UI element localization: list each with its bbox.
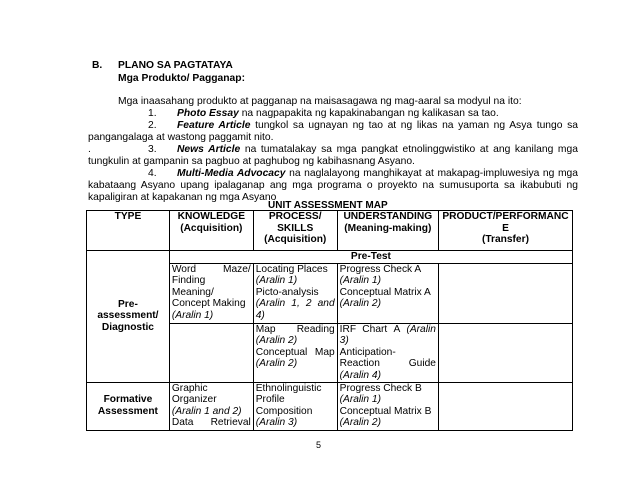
pre-product-cell-2 bbox=[438, 323, 572, 382]
item-1-number: 1. bbox=[148, 108, 157, 119]
formative-process-line-1: Ethnolinguistic bbox=[255, 382, 322, 394]
data-text: Data bbox=[171, 417, 194, 429]
formative-knowledge-line-3: (Aralin 1 and 2) bbox=[171, 405, 242, 417]
header-product-line-2: E bbox=[502, 222, 509, 234]
header-knowledge-line-2: (Acquisition) bbox=[180, 222, 243, 234]
word-text: Word bbox=[171, 263, 197, 275]
pre-process-line-2: (Aralin 1) bbox=[255, 275, 298, 287]
pretest-row bbox=[87, 251, 573, 264]
pre-understanding-line-4: (Aralin 2) bbox=[339, 298, 381, 310]
num-1-text: 1, bbox=[291, 298, 300, 310]
item-4-text: na naglalayong manghikayat at makapag-impluwesiya ng mga bbox=[289, 168, 578, 179]
map-text: Map bbox=[255, 323, 276, 335]
pre-understanding-2-line-3: Anticipation- bbox=[339, 346, 396, 358]
header-understanding-line-1: UNDERSTANDING bbox=[343, 211, 433, 222]
pre-understanding-line-1: Progress Check A bbox=[339, 263, 422, 275]
preassessment-type-cell bbox=[87, 251, 170, 383]
item-1-title: Photo Essay bbox=[177, 108, 239, 119]
section-letter: B. bbox=[92, 60, 103, 71]
item-3-continuation: tungkulin at gampanin sa pagbuo at paghubog ng kabihasnang Asyano. bbox=[88, 156, 415, 167]
header-process bbox=[253, 211, 337, 251]
preassessment-label-3: Diagnostic bbox=[101, 322, 154, 334]
formative-process-line-2: Profile bbox=[255, 394, 285, 406]
header-knowledge-line-1: KNOWLEDGE bbox=[177, 211, 245, 222]
num-2-text: 2 bbox=[305, 298, 312, 310]
item-2-continuation: pangangalaga at wastong paggamit nito. bbox=[88, 132, 274, 143]
reading-text: Reading bbox=[296, 323, 335, 335]
pre-process-cell-2 bbox=[253, 323, 337, 382]
preassessment-label-2: assessment/ bbox=[97, 310, 159, 322]
page-number: 5 bbox=[316, 440, 322, 450]
pre-knowledge-line-3: Meaning/ bbox=[171, 286, 214, 298]
header-product bbox=[438, 211, 572, 251]
unit-assessment-map-table bbox=[86, 210, 573, 431]
formative-knowledge-line-1: Graphic bbox=[171, 382, 208, 394]
item-3-text: na tumatalakay sa mga pangkat etnolinggwistiko at ang kanilang mga bbox=[244, 144, 578, 155]
formative-process-line-3: Composition bbox=[255, 405, 313, 417]
item-3-lead: . bbox=[88, 144, 91, 155]
pre-knowledge-line-1 bbox=[172, 264, 251, 276]
pre-process-line-3: Picto-analysis bbox=[255, 286, 319, 298]
formative-label-1: Formative bbox=[103, 394, 153, 406]
header-type bbox=[87, 211, 170, 251]
table-row bbox=[87, 382, 573, 430]
pre-process-2-line-1 bbox=[256, 324, 335, 336]
formative-understanding-line-1: Progress Check B bbox=[339, 382, 422, 394]
item-4-continuation-1: kabataang Asyano upang ipalaganap ang mga programa o proyekto na sumusuporta sa ikabubuti ng bbox=[88, 180, 578, 191]
pre-knowledge-line-2: Finding bbox=[171, 275, 206, 287]
formative-understanding-line-4: (Aralin 2) bbox=[339, 417, 381, 429]
item-4-number: 4. bbox=[148, 168, 157, 179]
map-word-text: Map bbox=[314, 346, 335, 358]
aralin-text: (Aralin bbox=[255, 298, 286, 310]
item-3 bbox=[177, 144, 578, 156]
formative-product-cell bbox=[438, 382, 572, 430]
intro-text: Mga inaasahang produkto at pagganap na maisasagawa ng mag-aaral sa modyul na ito: bbox=[118, 96, 522, 107]
and-text: and bbox=[317, 298, 335, 310]
section-title: PLANO SA PAGTATAYA bbox=[118, 60, 233, 71]
irf-text: IRF bbox=[339, 323, 357, 335]
formative-type-cell bbox=[87, 382, 170, 430]
pre-knowledge-cell bbox=[169, 263, 253, 323]
formative-knowledge-cell bbox=[169, 382, 253, 430]
header-knowledge bbox=[169, 211, 253, 251]
formative-understanding-line-2: (Aralin 1) bbox=[339, 394, 381, 406]
pre-understanding-line-3: Conceptual Matrix A bbox=[339, 286, 431, 298]
pretest-label: Pre-Test bbox=[169, 251, 572, 264]
header-type-text: TYPE bbox=[114, 211, 142, 222]
pre-product-cell bbox=[438, 263, 572, 323]
pre-process-cell bbox=[253, 263, 337, 323]
pre-process-line-4 bbox=[256, 298, 335, 310]
preassessment-label-1: Pre- bbox=[118, 298, 138, 310]
header-process-line-2: SKILLS bbox=[277, 222, 314, 234]
maze-text: Maze/ bbox=[223, 263, 251, 275]
table-title: UNIT ASSESSMENT MAP bbox=[268, 200, 388, 211]
formative-process-line-4: (Aralin 3) bbox=[255, 417, 298, 429]
item-4-continuation-2: kapaligiran at kapakanan ng mga Asyano bbox=[88, 192, 277, 203]
pre-knowledge-cell-2 bbox=[169, 323, 253, 382]
table-header-row bbox=[87, 211, 573, 251]
formative-knowledge-line-4 bbox=[172, 417, 251, 429]
pre-knowledge-line-5: (Aralin 1) bbox=[171, 309, 214, 321]
pre-process-line-5: 4) bbox=[255, 309, 265, 321]
header-understanding-line-2: (Meaning-making) bbox=[344, 222, 432, 234]
formative-process-cell bbox=[253, 382, 337, 430]
pre-process-2-line-2: (Aralin 2) bbox=[255, 335, 298, 347]
pre-understanding-line-2: (Aralin 1) bbox=[339, 275, 381, 287]
header-process-line-3: (Acquisition) bbox=[264, 234, 327, 246]
header-product-line-1: PRODUCT/PERFORMANC bbox=[442, 211, 569, 222]
pre-process-line-1: Locating Places bbox=[255, 263, 328, 275]
section-subtitle: Mga Produkto/ Pagganap: bbox=[118, 73, 246, 84]
item-1-text: na nagpapakita ng kapakinabangan ng kalikasan sa tao. bbox=[241, 108, 499, 119]
item-1 bbox=[177, 108, 499, 120]
pre-process-2-line-3 bbox=[256, 347, 335, 359]
guide-text: Guide bbox=[408, 358, 436, 370]
header-process-line-1: PROCESS/ bbox=[268, 211, 322, 222]
item-4-title: Multi-Media Advocacy bbox=[177, 168, 286, 179]
item-2-text: tungkol sa ugnayan ng tao at ng likas na yaman ng Asya tungo sa bbox=[255, 120, 578, 131]
header-understanding bbox=[337, 211, 438, 251]
a-text: A bbox=[393, 323, 401, 335]
formative-knowledge-line-2: Organizer bbox=[171, 394, 217, 406]
formative-label-2: Assessment bbox=[97, 406, 158, 418]
pre-understanding-2-line-1 bbox=[340, 324, 436, 336]
pre-understanding-2-line-2: 3) bbox=[339, 335, 349, 347]
pre-understanding-2-line-4 bbox=[340, 358, 436, 370]
item-2 bbox=[177, 120, 578, 132]
reaction-text: Reaction bbox=[339, 358, 380, 370]
retrieval-text: Retrieval bbox=[210, 417, 251, 429]
formative-understanding-line-3: Conceptual Matrix B bbox=[339, 405, 432, 417]
item-4 bbox=[177, 168, 578, 180]
pre-process-2-line-4: (Aralin 2) bbox=[255, 358, 298, 370]
pre-understanding-cell-2 bbox=[337, 323, 438, 382]
item-3-title: News Article bbox=[177, 144, 241, 155]
item-2-title: Feature Article bbox=[177, 120, 251, 131]
item-2-number: 2. bbox=[148, 120, 157, 131]
conceptual-text: Conceptual bbox=[255, 346, 308, 358]
pre-understanding-2-line-5: (Aralin 4) bbox=[339, 369, 381, 381]
pre-knowledge-line-4: Concept Making bbox=[171, 298, 246, 310]
chart-text: Chart bbox=[362, 323, 388, 335]
header-product-line-3: (Transfer) bbox=[481, 234, 529, 246]
formative-understanding-cell bbox=[337, 382, 438, 430]
pre-understanding-cell bbox=[337, 263, 438, 323]
item-3-number: 3. bbox=[148, 144, 157, 155]
aralin-open-text: (Aralin bbox=[406, 323, 436, 335]
